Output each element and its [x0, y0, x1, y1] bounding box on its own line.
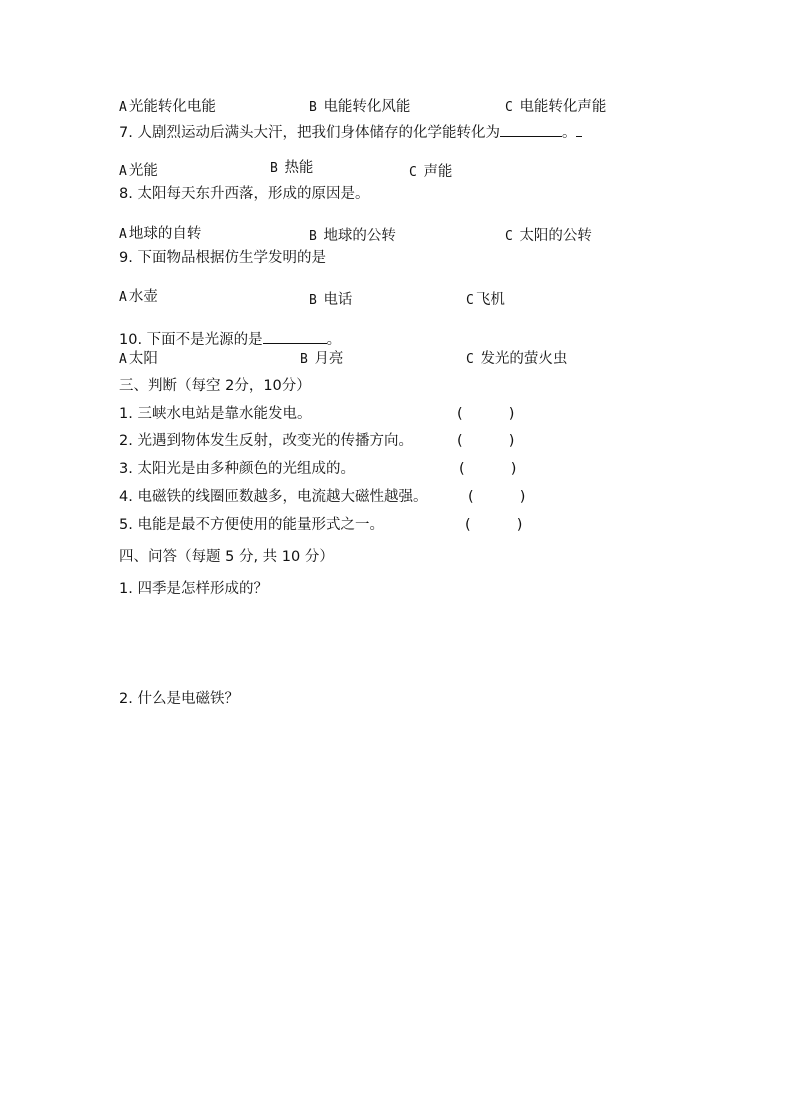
- question-end: 。: [326, 332, 342, 348]
- q8-option-a: [119, 225, 201, 244]
- option-text: 热能: [284, 160, 314, 176]
- option-letter: B: [309, 100, 317, 115]
- q9-option-c: [466, 291, 505, 310]
- answer-parentheses-3: ( ): [459, 461, 517, 477]
- section-4-title: 四、问答（每题 5 分, 共 10 分）: [119, 549, 334, 565]
- option-text: 光能: [128, 163, 158, 179]
- q7-option-c: [409, 163, 452, 182]
- essay-question-2: 2. 什么是电磁铁？: [119, 691, 239, 707]
- option-letter: A: [119, 290, 127, 305]
- section-3-title: 三、判断（每空 2分，10分）: [119, 378, 311, 394]
- answer-blank-tail: [576, 122, 582, 137]
- answer-parentheses-2: ( ): [457, 433, 515, 449]
- answer-blank: [263, 329, 327, 344]
- option-text: 地球的自转: [128, 226, 202, 242]
- q10-option-a: [119, 350, 158, 369]
- option-text: 电能转化风能: [323, 99, 411, 115]
- answer-parentheses-4: ( ): [468, 489, 526, 505]
- q7-option-a: [119, 162, 158, 181]
- question-9: [119, 249, 326, 267]
- q7-option-b: [270, 159, 313, 178]
- option-text: 光能转化电能: [128, 99, 216, 115]
- q8-option-b: [309, 227, 396, 246]
- judgement-item-1: 1. 三峡水电站是靠水能发电。: [119, 406, 312, 422]
- question-text: 9. 下面物品根据仿生学发明的是: [119, 250, 326, 266]
- option-letter: B: [270, 161, 278, 176]
- q9-option-b: [309, 291, 352, 310]
- option-letter: C: [505, 100, 513, 115]
- option-letter: A: [119, 100, 127, 115]
- q8-option-c: [505, 227, 592, 246]
- option-text: 太阳: [128, 351, 158, 367]
- question-text: 10. 下面不是光源的是: [119, 332, 263, 348]
- answer-parentheses-1: ( ): [457, 406, 515, 422]
- judgement-item-4: 4. 电磁铁的线圈匝数越多，电流越大磁性越强。: [119, 489, 428, 505]
- question-text: 8. 太阳每天东升西落，形成的原因是。: [119, 186, 370, 202]
- q10-option-c: [466, 350, 567, 369]
- judgement-item-5: 5. 电能是最不方便使用的能量形式之一。: [119, 517, 384, 533]
- answer-blank: [500, 122, 562, 137]
- option-text: 声能: [423, 164, 453, 180]
- option-letter: A: [119, 227, 127, 242]
- option-text: 电话: [323, 292, 353, 308]
- option-text: 发光的萤火虫: [480, 351, 568, 367]
- q9-option-a: [119, 288, 158, 307]
- option-letter: C: [409, 165, 417, 180]
- question-7: [119, 122, 582, 142]
- answer-parentheses-5: ( ): [465, 517, 523, 533]
- option-text: 电能转化声能: [519, 99, 607, 115]
- judgement-item-3: 3. 太阳光是由多种颜色的光组成的。: [119, 461, 355, 477]
- option-letter: B: [309, 229, 317, 244]
- option-text: 地球的公转: [323, 228, 396, 244]
- judgement-item-2: 2. 光遇到物体发生反射，改变光的传播方向。: [119, 433, 413, 449]
- option-text: 水壶: [128, 289, 158, 305]
- option-letter: C: [466, 293, 474, 308]
- q10-option-b: [300, 350, 343, 369]
- question-8: [119, 185, 369, 203]
- question-end: 。: [561, 125, 577, 141]
- option-letter: A: [119, 164, 127, 179]
- option-letter: B: [300, 352, 308, 367]
- option-letter: C: [466, 352, 474, 367]
- question-10: [119, 329, 341, 349]
- option-text: 月亮: [314, 351, 344, 367]
- essay-question-1: 1. 四季是怎样形成的？: [119, 581, 268, 597]
- q6-option-a: [119, 98, 216, 117]
- q6-option-b: [309, 98, 410, 117]
- option-letter: A: [119, 352, 127, 367]
- q6-option-c: [505, 98, 606, 117]
- option-letter: B: [309, 293, 317, 308]
- question-text: 7. 人剧烈运动后满头大汗，把我们身体储存的化学能转化为: [119, 125, 500, 141]
- option-text: 飞机: [475, 292, 505, 308]
- option-letter: C: [505, 229, 513, 244]
- option-text: 太阳的公转: [519, 228, 592, 244]
